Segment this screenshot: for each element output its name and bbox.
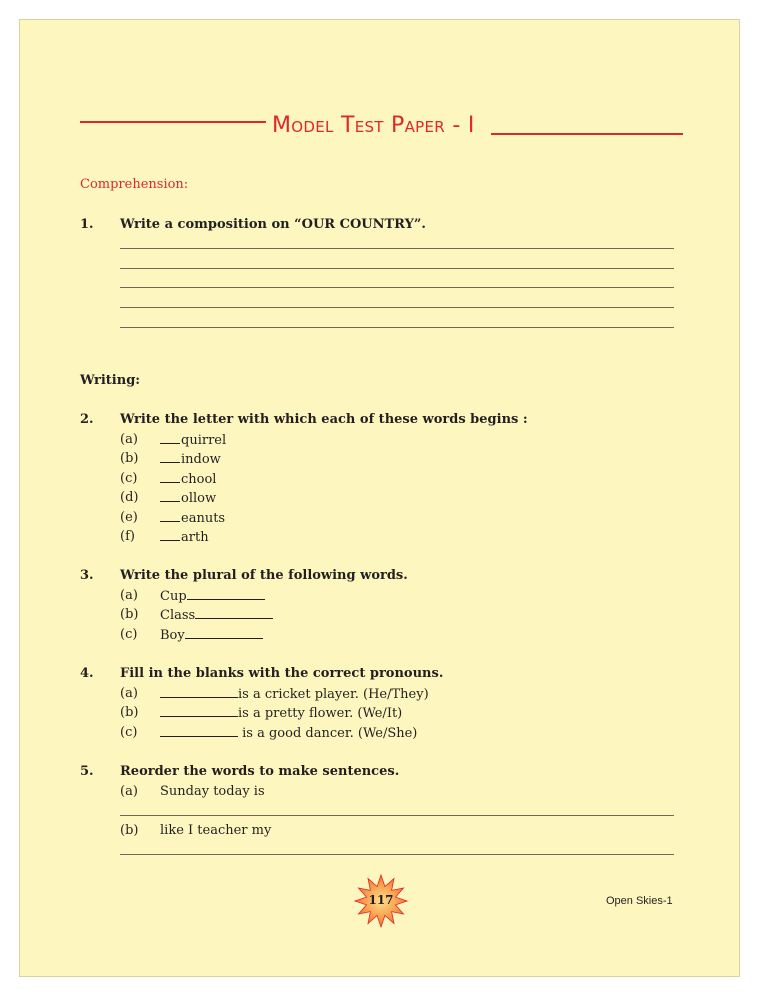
question-number: 3. xyxy=(80,568,94,583)
question-number: 1. xyxy=(80,217,94,232)
question-text: Write the plural of the following words. xyxy=(120,568,408,583)
list-item: Cup xyxy=(160,588,265,604)
fill-blank[interactable] xyxy=(160,529,180,541)
item-label: (b) xyxy=(120,607,139,622)
fill-blank[interactable] xyxy=(160,510,180,522)
item-label: (c) xyxy=(120,471,138,486)
list-item: Sunday today is xyxy=(160,784,265,799)
book-title: Open Skies-1 xyxy=(606,895,673,907)
item-label: (e) xyxy=(120,510,138,525)
item-label: (b) xyxy=(120,823,139,838)
fill-blank[interactable] xyxy=(195,607,273,619)
fill-blank[interactable] xyxy=(160,490,180,502)
item-label: (a) xyxy=(120,432,138,447)
fill-blank[interactable] xyxy=(160,451,180,463)
list-item: eanuts xyxy=(160,510,225,526)
list-item: quirrel xyxy=(160,432,226,448)
fill-blank[interactable] xyxy=(160,705,238,717)
question-number: 2. xyxy=(80,412,94,427)
list-item: indow xyxy=(160,451,221,467)
item-label: (a) xyxy=(120,588,138,603)
item-label: (f) xyxy=(120,529,135,544)
fill-blank[interactable] xyxy=(160,432,180,444)
page-title: Model Test Paper - I xyxy=(272,113,475,138)
list-item: chool xyxy=(160,471,216,487)
answer-line[interactable] xyxy=(120,307,674,308)
list-item: Boy xyxy=(160,627,263,643)
list-item: arth xyxy=(160,529,209,545)
question-number: 5. xyxy=(80,764,94,779)
answer-line[interactable] xyxy=(120,287,674,288)
fill-blank[interactable] xyxy=(160,471,180,483)
item-label: (c) xyxy=(120,725,138,740)
answer-line[interactable] xyxy=(120,268,674,269)
list-item: Class xyxy=(160,607,273,623)
question-text: Fill in the blanks with the correct pronouns. xyxy=(120,666,444,681)
section-heading-writing: Writing: xyxy=(80,373,141,388)
answer-line[interactable] xyxy=(120,248,674,249)
section-heading-comprehension: Comprehension: xyxy=(80,177,189,192)
list-item: is a good dancer. (We/She) xyxy=(160,725,417,741)
item-label: (b) xyxy=(120,705,139,720)
question-number: 4. xyxy=(80,666,94,681)
item-label: (c) xyxy=(120,627,138,642)
fill-blank[interactable] xyxy=(185,627,263,639)
list-item: is a pretty flower. (We/It) xyxy=(160,705,402,721)
item-label: (a) xyxy=(120,784,138,799)
list-item: is a cricket player. (He/They) xyxy=(160,686,429,702)
page-number: 117 xyxy=(368,893,394,907)
title-rule-left xyxy=(80,121,266,123)
item-label: (b) xyxy=(120,451,139,466)
fill-blank[interactable] xyxy=(160,725,238,737)
list-item: like I teacher my xyxy=(160,823,272,838)
answer-line[interactable] xyxy=(120,854,674,855)
fill-blank[interactable] xyxy=(160,686,238,698)
question-text: Write a composition on “OUR COUNTRY”. xyxy=(120,217,426,232)
answer-line[interactable] xyxy=(120,327,674,328)
item-label: (a) xyxy=(120,686,138,701)
list-item: ollow xyxy=(160,490,216,506)
title-rule-right xyxy=(491,133,683,135)
fill-blank[interactable] xyxy=(187,588,265,600)
question-text: Reorder the words to make sentences. xyxy=(120,764,400,779)
answer-line[interactable] xyxy=(120,815,674,816)
question-text: Write the letter with which each of these words begins : xyxy=(120,412,528,427)
item-label: (d) xyxy=(120,490,139,505)
